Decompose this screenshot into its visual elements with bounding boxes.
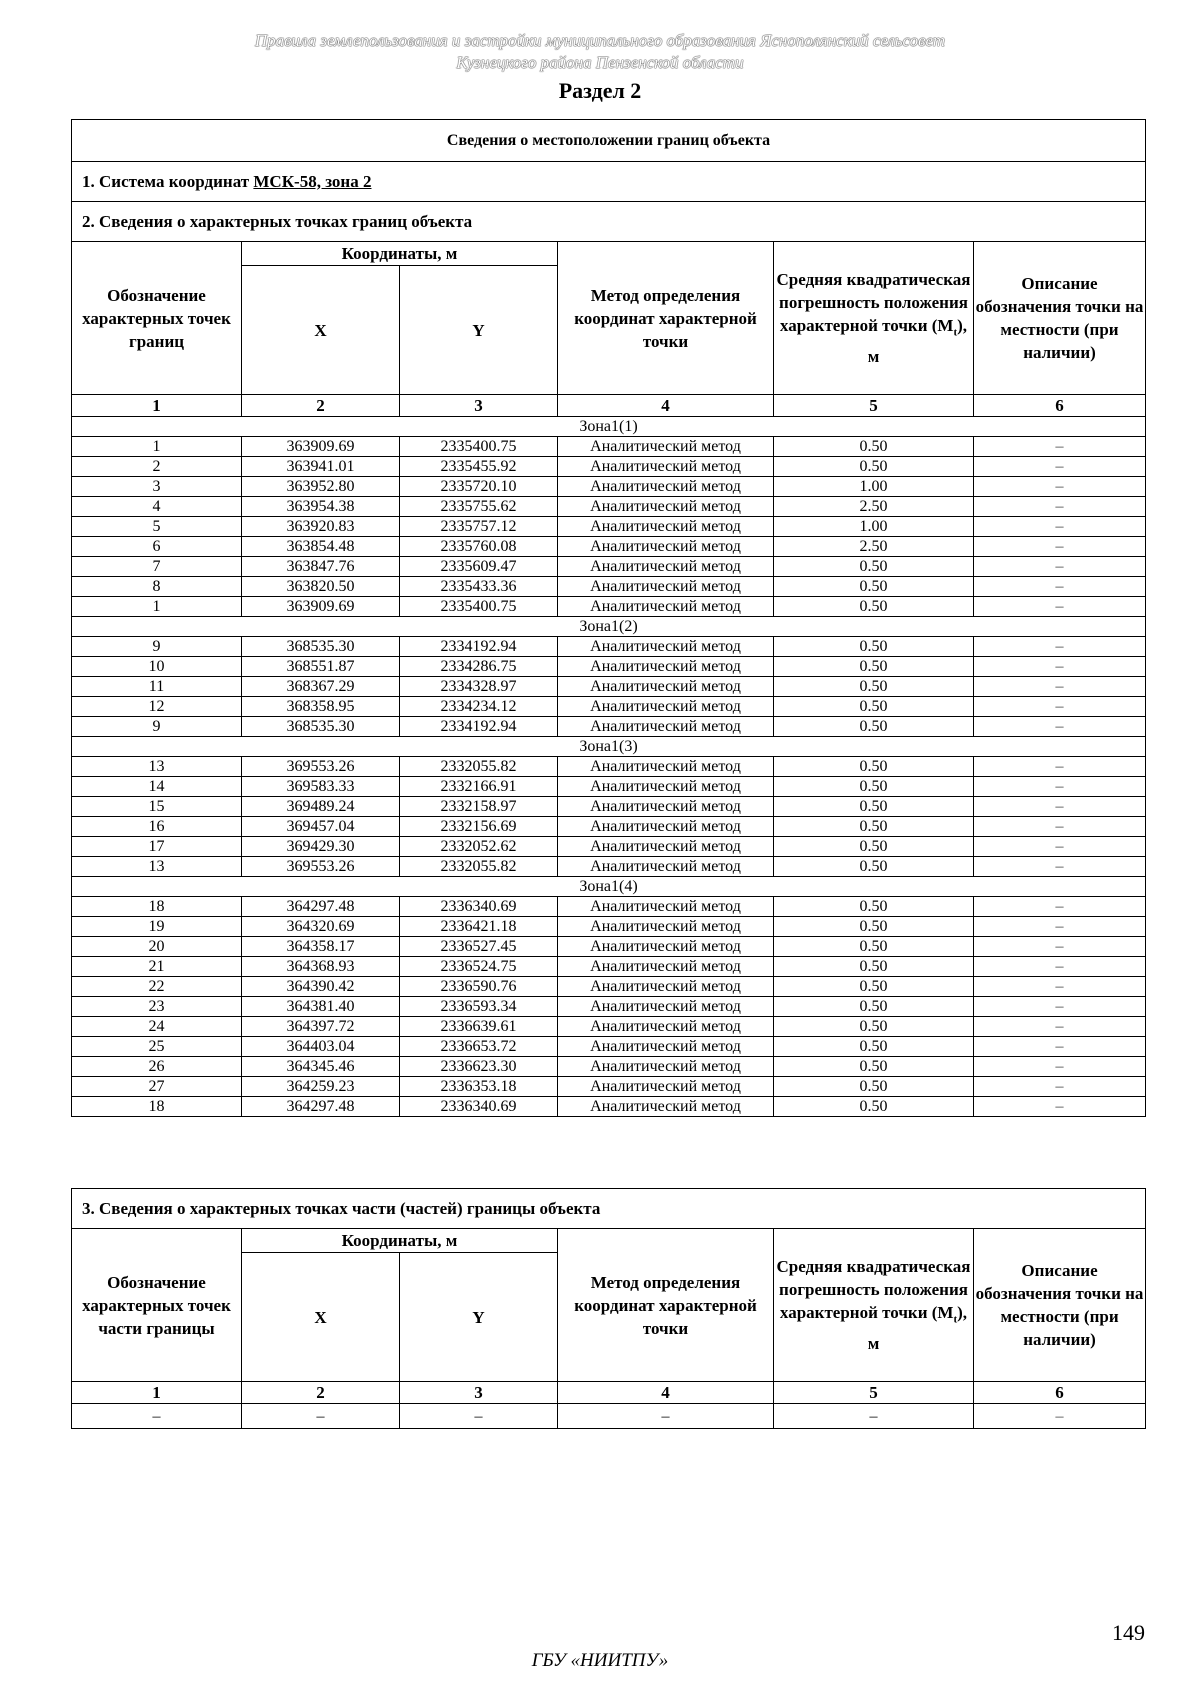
column-number-row (72, 395, 1146, 417)
table-cell: 2332166.91 (400, 777, 558, 797)
table-row (72, 1077, 1146, 1097)
table-cell: Аналитический метод (558, 837, 774, 857)
table-cell: 11 (72, 677, 242, 697)
table-cell: 9 (72, 637, 242, 657)
table-cell: 0.50 (774, 757, 974, 777)
table-cell: 2.50 (774, 537, 974, 557)
table-cell: 1 (72, 597, 242, 617)
coord-system-value: МСК-58, зона 2 (253, 171, 372, 191)
table-row (72, 597, 1146, 617)
table-cell: Аналитический метод (558, 657, 774, 677)
table-cell: 5 (72, 517, 242, 537)
page-number: 149 (1112, 1620, 1145, 1645)
table-cell: – (974, 517, 1146, 537)
table-cell: – (974, 1057, 1146, 1077)
table-cell: 0.50 (774, 637, 974, 657)
table-row (72, 1097, 1146, 1117)
table-cell: 0.50 (774, 777, 974, 797)
table-cell: 369553.26 (242, 857, 400, 877)
table-cell: 0.50 (774, 857, 974, 877)
table-cell: Аналитический метод (558, 717, 774, 737)
part-col-header-method: Метод определения координат характерной точки (558, 1229, 774, 1382)
table-cell: 363909.69 (242, 437, 400, 457)
points-heading: 2. Сведения о характерных точках границ объекта (72, 202, 1146, 242)
part-col-header-y: Y (400, 1253, 558, 1382)
table-cell: Аналитический метод (558, 977, 774, 997)
table-cell: – (242, 1404, 400, 1429)
table-cell: – (974, 917, 1146, 937)
table-cell: – (974, 777, 1146, 797)
zone-label: Зона1(1) (72, 417, 1146, 437)
table-cell: 364381.40 (242, 997, 400, 1017)
column-number: 3 (400, 1382, 558, 1404)
col-header-description: Описание обозначения точки на местности (при наличии) (974, 242, 1146, 395)
zone-row (72, 617, 1146, 637)
table-cell: 0.50 (774, 797, 974, 817)
table-cell: 26 (72, 1057, 242, 1077)
table-cell: – (974, 897, 1146, 917)
table-cell: 368367.29 (242, 677, 400, 697)
table-cell: Аналитический метод (558, 697, 774, 717)
table-cell: 2332055.82 (400, 757, 558, 777)
table-cell: 364358.17 (242, 937, 400, 957)
table-cell: Аналитический метод (558, 1097, 774, 1117)
table-row (72, 857, 1146, 877)
table-cell: – (558, 1404, 774, 1429)
table-cell: 2336653.72 (400, 1037, 558, 1057)
table-row (72, 897, 1146, 917)
table-cell: Аналитический метод (558, 557, 774, 577)
table-row (72, 1404, 1146, 1429)
running-header-line-2: Кузнецкого района Пензенской области (456, 53, 744, 72)
table-row (72, 477, 1146, 497)
table-cell: – (974, 477, 1146, 497)
table-cell: – (974, 697, 1146, 717)
column-number: 1 (72, 395, 242, 417)
col-header-coords: Координаты, м (242, 242, 558, 266)
table-cell: Аналитический метод (558, 757, 774, 777)
table-cell: 23 (72, 997, 242, 1017)
col-header-y: Y (400, 266, 558, 395)
table-cell: Аналитический метод (558, 997, 774, 1017)
table-cell: 2335760.08 (400, 537, 558, 557)
table-cell: 2336421.18 (400, 917, 558, 937)
table-cell: 18 (72, 897, 242, 917)
table-row (72, 957, 1146, 977)
running-header-line-1: Правила землепользования и застройки муниципального образования Яснополянский сельсовет (254, 31, 946, 50)
table-cell: 364345.46 (242, 1057, 400, 1077)
table-cell: 0.50 (774, 837, 974, 857)
table-cell: 369553.26 (242, 757, 400, 777)
table-cell: Аналитический метод (558, 937, 774, 957)
table-row (72, 977, 1146, 997)
table-cell: – (974, 797, 1146, 817)
table-cell: 0.50 (774, 917, 974, 937)
zone-row (72, 417, 1146, 437)
table-row (72, 437, 1146, 457)
table-row (72, 557, 1146, 577)
table-cell: 3 (72, 477, 242, 497)
table-row (72, 697, 1146, 717)
table-cell: – (974, 977, 1146, 997)
table-cell: Аналитический метод (558, 1077, 774, 1097)
table-cell: 2332156.69 (400, 817, 558, 837)
column-number: 3 (400, 395, 558, 417)
boundary-table (71, 119, 1146, 1117)
table-cell: 2334286.75 (400, 657, 558, 677)
table-cell: 2334192.94 (400, 717, 558, 737)
table-cell: 2336353.18 (400, 1077, 558, 1097)
table-cell: 27 (72, 1077, 242, 1097)
coord-system-label: 1. Система координат (82, 171, 254, 191)
table-cell: 14 (72, 777, 242, 797)
table-row (72, 1037, 1146, 1057)
column-number: 1 (72, 1382, 242, 1404)
table-row (72, 817, 1146, 837)
table-cell: 0.50 (774, 937, 974, 957)
column-number: 5 (774, 395, 974, 417)
column-number: 2 (242, 1382, 400, 1404)
part-column-number-row (72, 1382, 1146, 1404)
table-row (72, 657, 1146, 677)
table-cell: – (974, 597, 1146, 617)
table-cell: 0.50 (774, 717, 974, 737)
table-cell: 363920.83 (242, 517, 400, 537)
table-cell: 0.50 (774, 1077, 974, 1097)
table-cell: 368535.30 (242, 717, 400, 737)
col-header-point: Обозначение характерных точек границ (72, 242, 242, 395)
table-cell: 0.50 (774, 997, 974, 1017)
table-cell: 368358.95 (242, 697, 400, 717)
table-cell: 2335720.10 (400, 477, 558, 497)
table-cell: Аналитический метод (558, 477, 774, 497)
table-cell: 15 (72, 797, 242, 817)
table-cell: Аналитический метод (558, 857, 774, 877)
table-cell: Аналитический метод (558, 497, 774, 517)
zone-label: Зона1(2) (72, 617, 1146, 637)
table-row (72, 717, 1146, 737)
table-cell: 0.50 (774, 1017, 974, 1037)
table-cell: – (974, 657, 1146, 677)
table-cell: 1 (72, 437, 242, 457)
table-cell: 12 (72, 697, 242, 717)
table-cell: 0.50 (774, 957, 974, 977)
table-row (72, 517, 1146, 537)
table-cell: – (974, 937, 1146, 957)
table-cell: – (974, 997, 1146, 1017)
table-cell: 7 (72, 557, 242, 577)
table-cell: – (72, 1404, 242, 1429)
table-cell: 1.00 (774, 517, 974, 537)
table-cell: 24 (72, 1017, 242, 1037)
table-cell: 0.50 (774, 457, 974, 477)
table-cell: – (974, 757, 1146, 777)
table-cell: Аналитический метод (558, 817, 774, 837)
table-cell: 368551.87 (242, 657, 400, 677)
table-cell: 0.50 (774, 597, 974, 617)
table-cell: 2336590.76 (400, 977, 558, 997)
table-cell: 363954.38 (242, 497, 400, 517)
table-cell: – (974, 437, 1146, 457)
table-cell: 364320.69 (242, 917, 400, 937)
table-cell: 0.50 (774, 1097, 974, 1117)
table-cell: 2335433.36 (400, 577, 558, 597)
table-cell: 22 (72, 977, 242, 997)
table-cell: 2336340.69 (400, 897, 558, 917)
table-row (72, 1057, 1146, 1077)
zone-label: Зона1(3) (72, 737, 1146, 757)
part-points-heading: 3. Сведения о характерных точках части (частей) границы объекта (72, 1189, 1146, 1229)
table-cell: 0.50 (774, 657, 974, 677)
table-cell: 25 (72, 1037, 242, 1057)
part-col-header-description: Описание обозначения точки на местности (при наличии) (974, 1229, 1146, 1382)
table-cell: 0.50 (774, 817, 974, 837)
table-cell: 16 (72, 817, 242, 837)
part-col-header-point: Обозначение характерных точек части границы (72, 1229, 242, 1382)
table-cell: 0.50 (774, 977, 974, 997)
table-cell: Аналитический метод (558, 777, 774, 797)
table-cell: 2336639.61 (400, 1017, 558, 1037)
table-cell: 2334234.12 (400, 697, 558, 717)
table-cell: Аналитический метод (558, 957, 774, 977)
table-cell: 363820.50 (242, 577, 400, 597)
table-cell: Аналитический метод (558, 1037, 774, 1057)
table-cell: 364403.04 (242, 1037, 400, 1057)
table-row (72, 1017, 1146, 1037)
table-cell: 2.50 (774, 497, 974, 517)
table-cell: Аналитический метод (558, 917, 774, 937)
table-row (72, 757, 1146, 777)
table-cell: 0.50 (774, 897, 974, 917)
zone-label: Зона1(4) (72, 877, 1146, 897)
table-cell: 363909.69 (242, 597, 400, 617)
table-row (72, 797, 1146, 817)
table-cell: 368535.30 (242, 637, 400, 657)
table-cell: Аналитический метод (558, 677, 774, 697)
table-cell: 369583.33 (242, 777, 400, 797)
table-cell: Аналитический метод (558, 577, 774, 597)
table-cell: 2335757.12 (400, 517, 558, 537)
table-cell: Аналитический метод (558, 1017, 774, 1037)
table-cell: 363952.80 (242, 477, 400, 497)
table-cell: – (974, 1037, 1146, 1057)
table-cell: 4 (72, 497, 242, 517)
table-cell: 13 (72, 857, 242, 877)
table-cell: 2332055.82 (400, 857, 558, 877)
table-cell: 363854.48 (242, 537, 400, 557)
table-cell: – (974, 1404, 1146, 1429)
table-row (72, 577, 1146, 597)
zone-row (72, 877, 1146, 897)
table-cell: 19 (72, 917, 242, 937)
table-cell: Аналитический метод (558, 457, 774, 477)
column-number: 2 (242, 395, 400, 417)
table-cell: 10 (72, 657, 242, 677)
column-number: 6 (974, 1382, 1146, 1404)
table-cell: Аналитический метод (558, 537, 774, 557)
column-number: 6 (974, 395, 1146, 417)
table-row (72, 457, 1146, 477)
table-cell: 2335455.92 (400, 457, 558, 477)
table-cell: 13 (72, 757, 242, 777)
table-row (72, 677, 1146, 697)
table-cell: – (974, 1097, 1146, 1117)
table-cell: Аналитический метод (558, 517, 774, 537)
table-cell: 2334328.97 (400, 677, 558, 697)
footer-organization: ГБУ «НИИТПУ» (531, 1650, 669, 1671)
table-row (72, 497, 1146, 517)
table-cell: 21 (72, 957, 242, 977)
part-col-header-x: X (242, 1253, 400, 1382)
table-cell: – (974, 1077, 1146, 1097)
table-cell: 0.50 (774, 697, 974, 717)
table-cell: 6 (72, 537, 242, 557)
table-cell: 2335400.75 (400, 597, 558, 617)
table-cell: 17 (72, 837, 242, 857)
table-cell: – (400, 1404, 558, 1429)
part-boundary-table (71, 1188, 1146, 1429)
coord-system-row (72, 162, 1146, 202)
table-cell: 2336593.34 (400, 997, 558, 1017)
table-cell: 2336623.30 (400, 1057, 558, 1077)
col-header-method: Метод определения координат характерной точки (558, 242, 774, 395)
table-cell: 0.50 (774, 577, 974, 597)
table-cell: Аналитический метод (558, 597, 774, 617)
table-cell: 2336524.75 (400, 957, 558, 977)
table-cell: 363847.76 (242, 557, 400, 577)
table-cell: – (974, 1017, 1146, 1037)
table-cell: 0.50 (774, 437, 974, 457)
table-cell: 2335609.47 (400, 557, 558, 577)
table-row (72, 777, 1146, 797)
table-cell: 364297.48 (242, 897, 400, 917)
table-cell: 364390.42 (242, 977, 400, 997)
table-cell: – (974, 577, 1146, 597)
table-cell: 0.50 (774, 557, 974, 577)
table-row (72, 917, 1146, 937)
table-cell: 2332158.97 (400, 797, 558, 817)
table-cell: 369429.30 (242, 837, 400, 857)
table-cell: Аналитический метод (558, 797, 774, 817)
table-cell: 1.00 (774, 477, 974, 497)
table-cell: 364397.72 (242, 1017, 400, 1037)
table-cell: – (974, 857, 1146, 877)
table-cell: 364368.93 (242, 957, 400, 977)
table-cell: 369489.24 (242, 797, 400, 817)
table-cell: Аналитический метод (558, 1057, 774, 1077)
column-number: 4 (558, 395, 774, 417)
table-cell: Аналитический метод (558, 637, 774, 657)
table-cell: 20 (72, 937, 242, 957)
table-cell: 364259.23 (242, 1077, 400, 1097)
table-cell: 364297.48 (242, 1097, 400, 1117)
column-number: 5 (774, 1382, 974, 1404)
table-cell: – (974, 557, 1146, 577)
table-cell: 2334192.94 (400, 637, 558, 657)
table-cell: Аналитический метод (558, 437, 774, 457)
table-cell: 9 (72, 717, 242, 737)
table-title: Сведения о местоположении границ объекта (72, 120, 1146, 162)
table-row (72, 837, 1146, 857)
table-cell: 0.50 (774, 677, 974, 697)
section-title: Раздел 2 (558, 78, 642, 103)
table-cell: 2336527.45 (400, 937, 558, 957)
part-col-header-coords: Координаты, м (242, 1229, 558, 1253)
table-cell: 2 (72, 457, 242, 477)
table-row (72, 937, 1146, 957)
table-cell: Аналитический метод (558, 897, 774, 917)
table-cell: – (774, 1404, 974, 1429)
table-cell: – (974, 837, 1146, 857)
zone-row (72, 737, 1146, 757)
table-cell: 363941.01 (242, 457, 400, 477)
table-cell: – (974, 497, 1146, 517)
table-cell: – (974, 637, 1146, 657)
table-cell: 18 (72, 1097, 242, 1117)
table-cell: – (974, 717, 1146, 737)
col-header-x: X (242, 266, 400, 395)
table-cell: 0.50 (774, 1057, 974, 1077)
table-cell: 2336340.69 (400, 1097, 558, 1117)
table-cell: 2335755.62 (400, 497, 558, 517)
table-row (72, 537, 1146, 557)
table-row (72, 997, 1146, 1017)
column-number: 4 (558, 1382, 774, 1404)
table-cell: – (974, 537, 1146, 557)
table-cell: 2332052.62 (400, 837, 558, 857)
table-cell: – (974, 457, 1146, 477)
table-row (72, 637, 1146, 657)
col-header-error: Средняя квадратическая погрешность положения характерной точки $(М_t)$, м (774, 242, 974, 395)
table-cell: – (974, 677, 1146, 697)
table-cell: 2335400.75 (400, 437, 558, 457)
part-col-header-error: Средняя квадратическая погрешность положения характерной точки $(М_t)$, м (774, 1229, 974, 1382)
table-cell: – (974, 957, 1146, 977)
table-cell: – (974, 817, 1146, 837)
table-cell: 0.50 (774, 1037, 974, 1057)
table-cell: 8 (72, 577, 242, 597)
table-cell: 369457.04 (242, 817, 400, 837)
